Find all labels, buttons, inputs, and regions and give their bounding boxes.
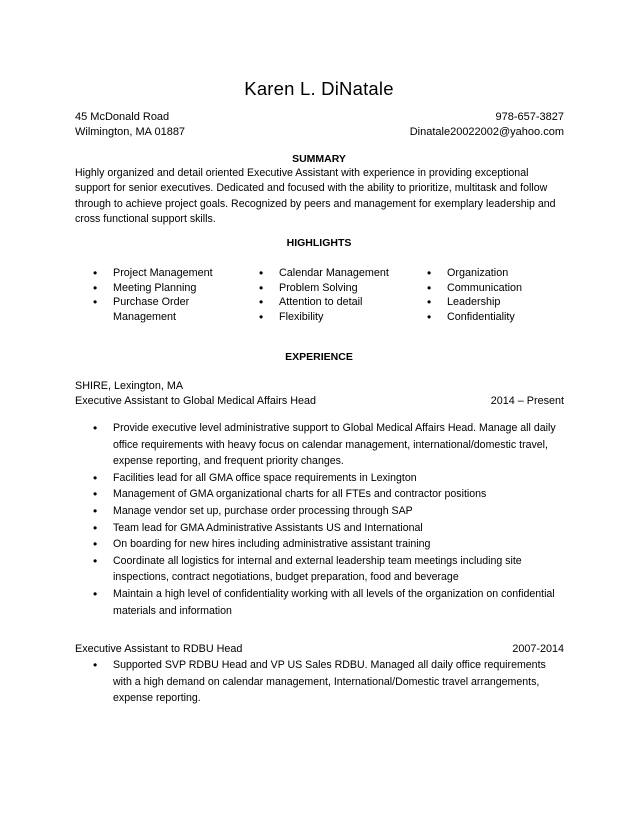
- summary-line: cross functional support skills.: [75, 212, 216, 225]
- highlight-item: • Confidentiality: [427, 310, 567, 325]
- highlight-item: • Attention to detail: [259, 295, 409, 310]
- experience-heading: EXPERIENCE: [285, 351, 353, 363]
- highlight-item: • Calendar Management: [259, 266, 409, 281]
- highlight-item: • Flexibility: [259, 310, 409, 325]
- job-dates: 2007-2014: [512, 643, 564, 655]
- summary-text: [75, 166, 567, 227]
- highlight-item: • Purchase Order Management: [93, 295, 233, 324]
- highlight-item: • Communication: [427, 281, 567, 296]
- duty-item: • Facilities lead for all GMA office space requirements in Lexington: [93, 470, 565, 487]
- highlight-item: • Project Management: [93, 266, 233, 281]
- job-title: Executive Assistant to Global Medical Affairs Head: [75, 395, 317, 407]
- contact-block: [75, 110, 564, 140]
- job-title: Executive Assistant to RDBU Head: [75, 643, 243, 655]
- highlights-column-2: [259, 266, 409, 325]
- job2-duties: [93, 657, 565, 707]
- summary-line: Highly organized and detail oriented Executive Assistant with experience in providing exceptional: [75, 167, 529, 179]
- company-name: SHIRE, Lexington, MA: [75, 380, 184, 392]
- job-dates: 2014 – Present: [490, 395, 564, 407]
- address-line-2: Wilmington, MA 01887: [75, 126, 186, 138]
- duty-item: • Management of GMA organizational charts for all FTEs and contractor positions: [93, 486, 565, 503]
- highlights-column-1: [93, 266, 233, 325]
- job-title-row: [75, 642, 564, 657]
- duty-item: • Supported SVP RDBU Head and VP US Sales RDBU. Managed all daily office requirements with a high demand on calendar management, International/Domestic travel arrangements, expense reporting.: [93, 657, 565, 707]
- highlight-item: • Leadership: [427, 295, 567, 310]
- phone-number: 978-657-3827: [495, 111, 564, 123]
- highlight-item: • Organization: [427, 266, 567, 281]
- job1-duties: [93, 420, 565, 619]
- address-line-1: 45 McDonald Road: [75, 111, 170, 123]
- highlights-heading: HIGHLIGHTS: [286, 237, 352, 249]
- highlight-item: • Meeting Planning: [93, 281, 233, 296]
- duty-item: • Coordinate all logistics for internal and external leadership team meetings including site inspections, contract negotiations, budget preparation, food and beverage: [93, 553, 565, 586]
- highlight-item: • Problem Solving: [259, 281, 409, 296]
- highlights-column-3: [427, 266, 567, 325]
- candidate-name: Karen L. DiNatale: [244, 78, 394, 99]
- summary-line: through to achieve project goals. Recognized by peers and management for exemplary leadership and: [75, 197, 556, 210]
- duty-item: • On boarding for new hires including administrative assistant training: [93, 536, 565, 553]
- duty-item: • Provide executive level administrative support to Global Medical Affairs Head. Manage all daily office requirements with heavy focus on calendar management, international/domestic travel, expense reporting, and frequent priority changes.: [93, 420, 565, 470]
- duty-item: • Maintain a high level of confidentiality working with all levels of the organization on confidential materials and information: [93, 586, 565, 619]
- duty-item: • Manage vendor set up, purchase order processing through SAP: [93, 503, 565, 520]
- job-title-row: [75, 394, 564, 409]
- email-address: Dinatale20022002@yahoo.com: [409, 126, 564, 138]
- duty-item: • Team lead for GMA Administrative Assistants US and International: [93, 520, 565, 537]
- summary-heading: SUMMARY: [292, 153, 346, 165]
- summary-line: support for senior executives. Dedicated and focused with the ability to prioritize, multitask and follow: [75, 182, 548, 195]
